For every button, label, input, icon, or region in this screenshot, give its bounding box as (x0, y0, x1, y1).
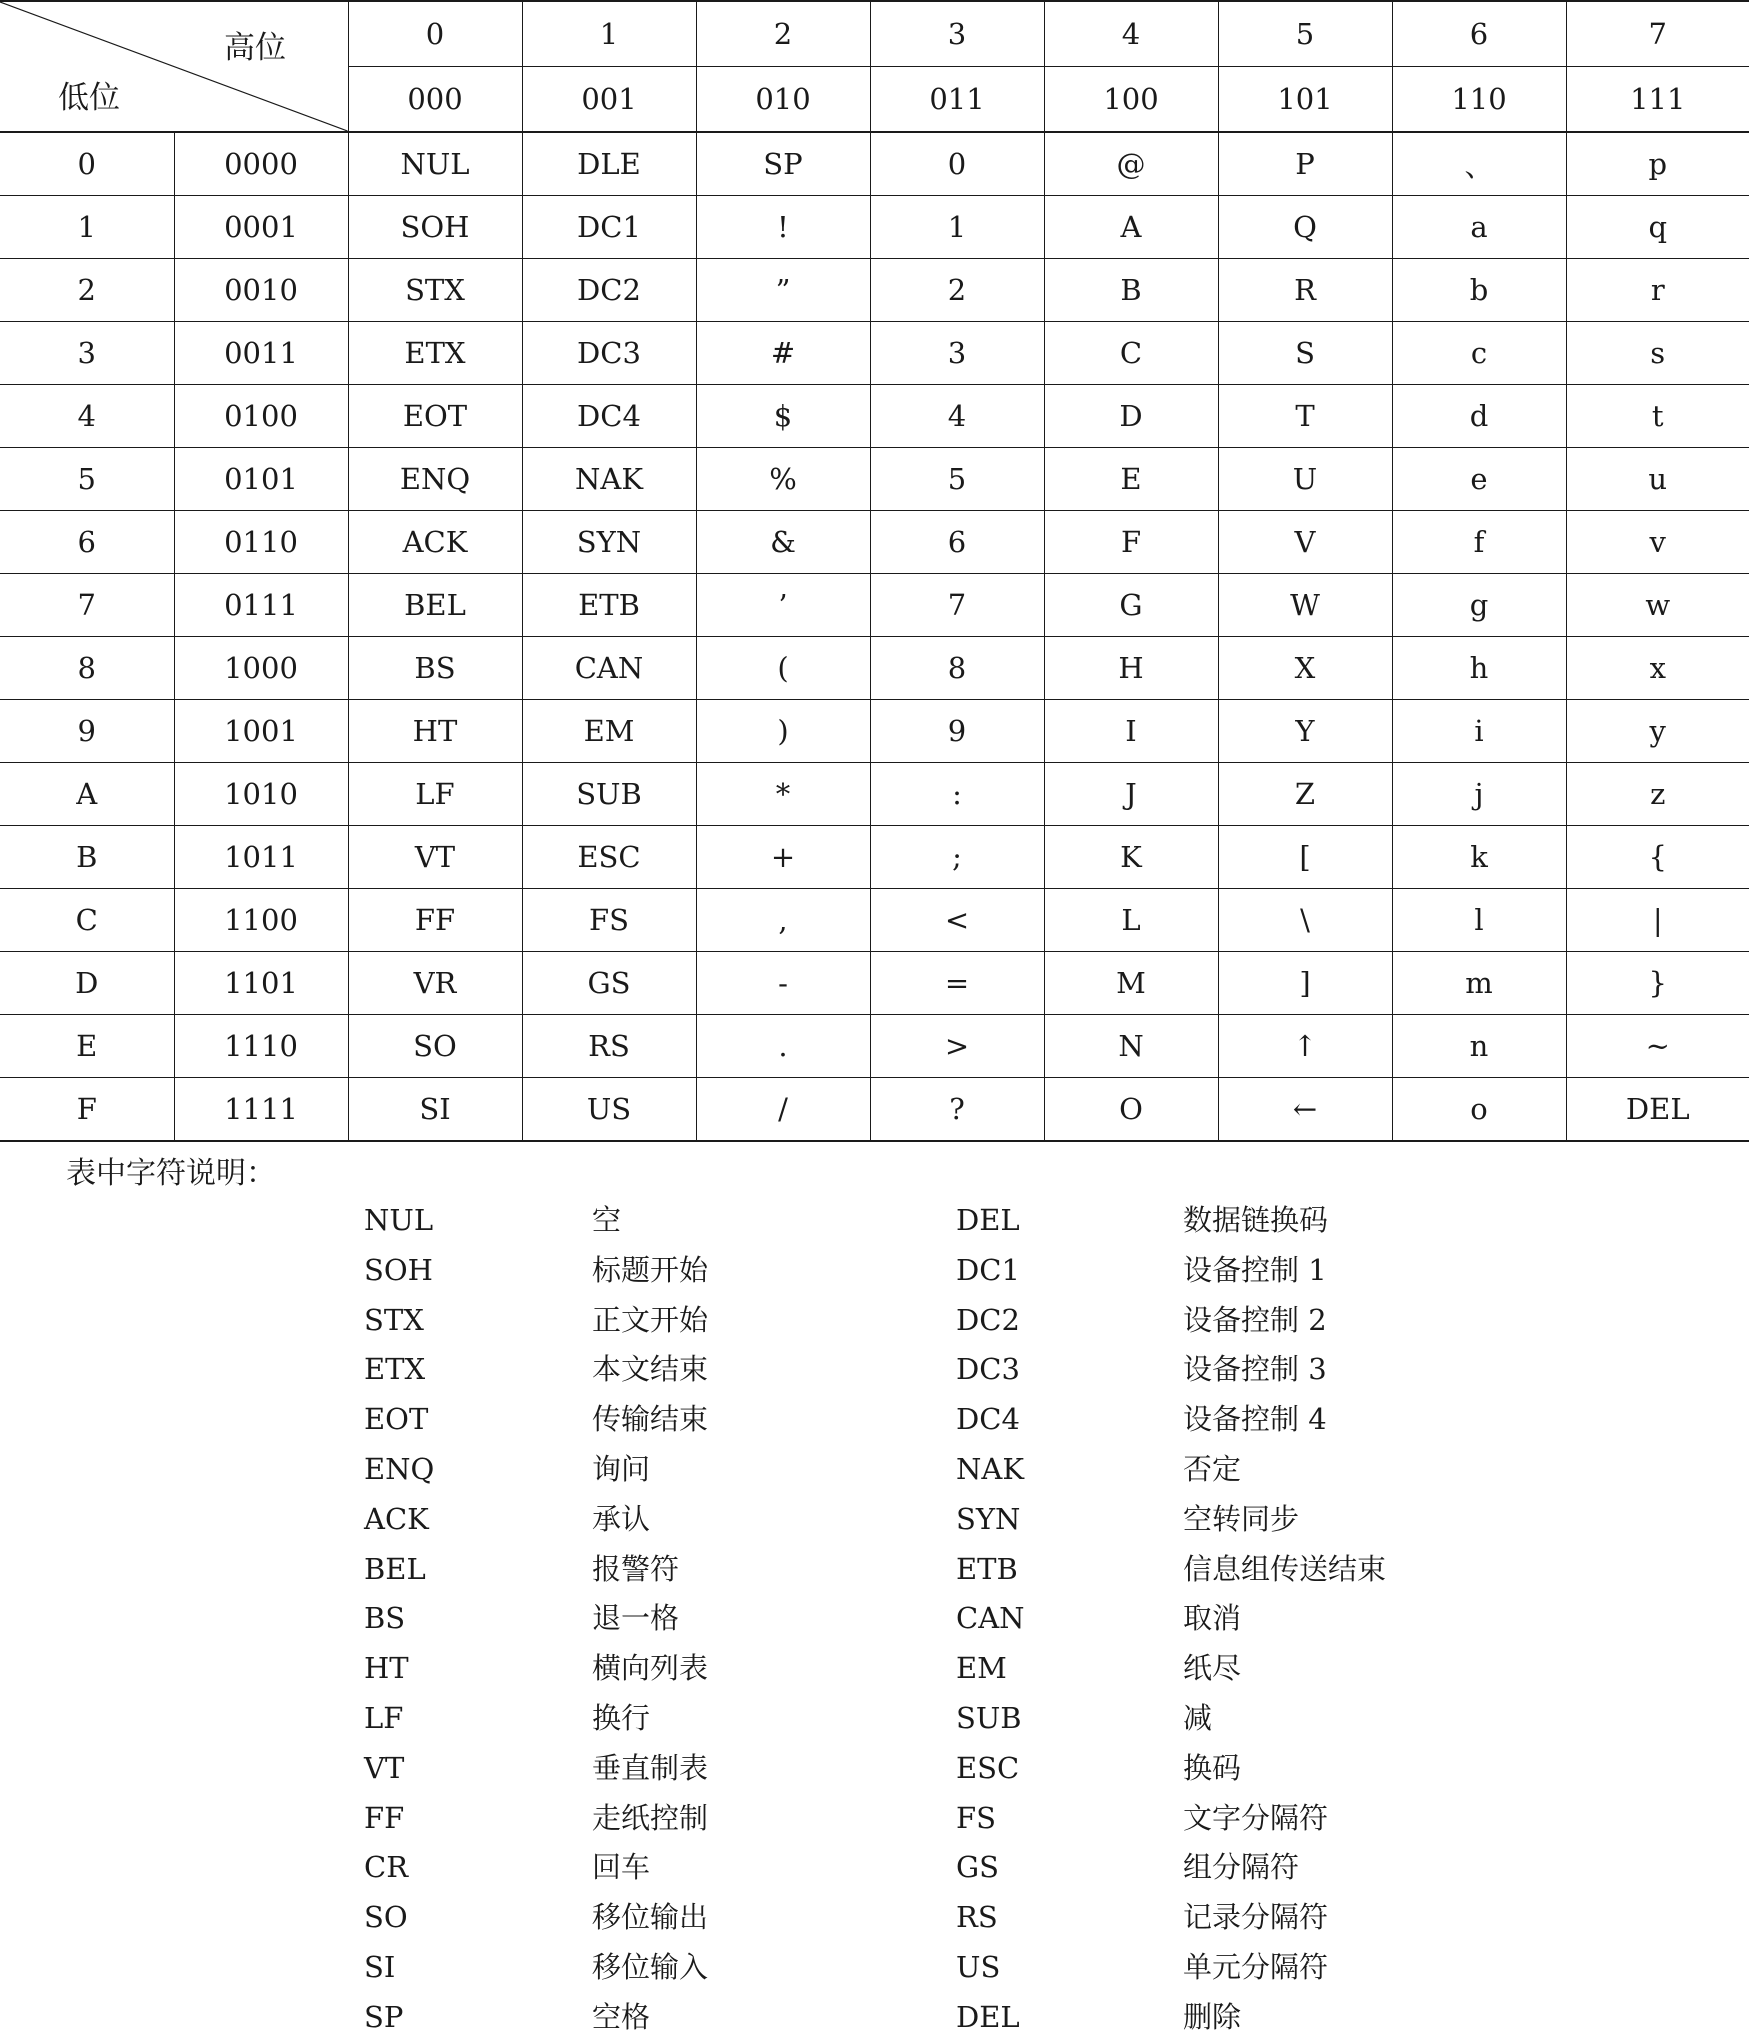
char-cell: E (1044, 448, 1218, 511)
char-cell: ← (1218, 1078, 1392, 1142)
char-cell: 、 (1392, 132, 1566, 196)
char-cell: Z (1218, 763, 1392, 826)
note-desc: 换码 (1183, 1750, 1242, 1785)
notes-col-desc-a (592, 1196, 708, 2043)
note-desc: 记录分隔符 (1183, 1900, 1329, 1935)
char-cell: h (1392, 637, 1566, 700)
notes-title: 表中字符说明： (66, 1156, 276, 1191)
table-row (0, 1078, 1749, 1142)
char-cell: VR (348, 952, 522, 1015)
char-cell: US (522, 1078, 696, 1142)
char-cell: ] (1218, 952, 1392, 1015)
char-cell: SYN (522, 511, 696, 574)
char-cell: O (1044, 1078, 1218, 1142)
note-desc: 删除 (1183, 1999, 1242, 2034)
high-bin-header: 110 (1392, 67, 1566, 133)
char-cell: 3 (870, 322, 1044, 385)
note-desc: 承认 (592, 1501, 651, 1536)
char-cell: C (1044, 322, 1218, 385)
char-cell: p (1566, 132, 1749, 196)
char-cell: FS (522, 889, 696, 952)
char-cell: | (1566, 889, 1749, 952)
table-row (0, 132, 1749, 196)
high-bin-header: 001 (522, 67, 696, 133)
char-cell: 2 (870, 259, 1044, 322)
table-row (0, 574, 1749, 637)
char-cell: G (1044, 574, 1218, 637)
note-desc: 单元分隔符 (1183, 1949, 1329, 1984)
char-cell: DLE (522, 132, 696, 196)
header-row-hex (0, 1, 1749, 67)
char-cell: GS (522, 952, 696, 1015)
char-cell: DEL (1566, 1078, 1749, 1142)
note-code: STX (364, 1302, 424, 1337)
note-desc: 回车 (592, 1850, 651, 1885)
low-hex-cell: 6 (0, 511, 174, 574)
char-cell: < (870, 889, 1044, 952)
char-cell: ) (696, 700, 870, 763)
note-code: SUB (956, 1700, 1022, 1735)
table-row (0, 889, 1749, 952)
note-code: SOH (364, 1252, 433, 1287)
char-cell: Q (1218, 196, 1392, 259)
low-bin-cell: 0100 (174, 385, 348, 448)
table-row (0, 196, 1749, 259)
low-hex-cell: 9 (0, 700, 174, 763)
char-cell: ETB (522, 574, 696, 637)
char-cell: x (1566, 637, 1749, 700)
note-desc: 否定 (1183, 1451, 1242, 1486)
note-code: BS (364, 1601, 406, 1636)
char-cell: i (1392, 700, 1566, 763)
low-hex-cell: 1 (0, 196, 174, 259)
note-desc: 组分隔符 (1183, 1850, 1300, 1885)
char-cell: BS (348, 637, 522, 700)
char-cell: 1 (870, 196, 1044, 259)
note-code: CAN (956, 1601, 1025, 1636)
char-cell: 5 (870, 448, 1044, 511)
char-cell: ! (696, 196, 870, 259)
note-code: ETX (364, 1352, 426, 1387)
char-cell: HT (348, 700, 522, 763)
low-bin-cell: 1111 (174, 1078, 348, 1142)
high-hex-header: 0 (348, 1, 522, 67)
note-code: RS (956, 1900, 998, 1935)
char-cell: DC1 (522, 196, 696, 259)
note-desc: 报警符 (592, 1551, 680, 1586)
char-cell: DC3 (522, 322, 696, 385)
low-hex-cell: E (0, 1015, 174, 1078)
note-desc: 设备控制 2 (1183, 1302, 1327, 1337)
note-desc: 减 (1183, 1700, 1213, 1735)
table-row (0, 763, 1749, 826)
high-bin-header: 010 (696, 67, 870, 133)
note-desc: 设备控制 4 (1183, 1402, 1327, 1437)
char-cell: b (1392, 259, 1566, 322)
note-desc: 横向列表 (592, 1651, 709, 1686)
char-cell: # (696, 322, 870, 385)
table-row (0, 385, 1749, 448)
char-cell: SO (348, 1015, 522, 1078)
char-cell: } (1566, 952, 1749, 1015)
high-bin-header: 111 (1566, 67, 1749, 133)
char-cell: a (1392, 196, 1566, 259)
note-desc: 空 (592, 1203, 622, 1237)
note-desc: 纸尽 (1183, 1651, 1242, 1686)
note-code: HT (364, 1651, 409, 1686)
char-cell: NUL (348, 132, 522, 196)
table-row (0, 448, 1749, 511)
note-code: SP (364, 1999, 404, 2034)
note-desc: 退一格 (592, 1601, 680, 1636)
note-desc: 文字分隔符 (1183, 1800, 1329, 1835)
char-cell: 0 (870, 132, 1044, 196)
note-desc: 设备控制 3 (1183, 1352, 1327, 1387)
note-desc: 空格 (592, 1999, 651, 2034)
char-cell: SOH (348, 196, 522, 259)
note-code: NAK (956, 1451, 1024, 1486)
low-hex-cell: 2 (0, 259, 174, 322)
note-code: BEL (364, 1551, 426, 1586)
char-cell: f (1392, 511, 1566, 574)
low-bin-cell: 0000 (174, 132, 348, 196)
corner-header-cell (0, 1, 348, 132)
low-bin-cell: 1001 (174, 700, 348, 763)
char-cell: { (1566, 826, 1749, 889)
char-cell: . (696, 1015, 870, 1078)
char-cell: EM (522, 700, 696, 763)
char-cell: Y (1218, 700, 1392, 763)
char-cell: K (1044, 826, 1218, 889)
char-cell: D (1044, 385, 1218, 448)
note-desc: 数据链换码 (1183, 1203, 1329, 1237)
note-code: FF (364, 1800, 405, 1835)
low-hex-cell: A (0, 763, 174, 826)
table-row (0, 259, 1749, 322)
note-desc: 询问 (592, 1451, 651, 1486)
char-cell: z (1566, 763, 1749, 826)
char-cell: ” (696, 259, 870, 322)
note-desc: 标题开始 (592, 1252, 709, 1287)
char-cell: 7 (870, 574, 1044, 637)
high-bits-label: 高位 (224, 30, 286, 66)
char-cell: SUB (522, 763, 696, 826)
char-cell: u (1566, 448, 1749, 511)
char-cell: NAK (522, 448, 696, 511)
char-cell: \ (1218, 889, 1392, 952)
char-cell: ~ (1566, 1015, 1749, 1078)
note-code: DC1 (956, 1252, 1020, 1287)
char-cell: + (696, 826, 870, 889)
note-desc: 空转同步 (1183, 1501, 1300, 1536)
low-hex-cell: 4 (0, 385, 174, 448)
char-cell: DC4 (522, 385, 696, 448)
char-cell: ( (696, 637, 870, 700)
char-cell: VT (348, 826, 522, 889)
char-cell: L (1044, 889, 1218, 952)
low-bin-cell: 0101 (174, 448, 348, 511)
char-cell: [ (1218, 826, 1392, 889)
char-cell: g (1392, 574, 1566, 637)
char-cell: > (870, 1015, 1044, 1078)
low-hex-cell: B (0, 826, 174, 889)
char-cell: w (1566, 574, 1749, 637)
high-bin-header: 011 (870, 67, 1044, 133)
diagonal-line (0, 2, 348, 131)
table-row (0, 952, 1749, 1015)
char-cell: DC2 (522, 259, 696, 322)
high-hex-header: 1 (522, 1, 696, 67)
low-hex-cell: C (0, 889, 174, 952)
note-desc: 传输结束 (592, 1402, 709, 1437)
char-cell: ; (870, 826, 1044, 889)
char-cell: A (1044, 196, 1218, 259)
char-cell: EOT (348, 385, 522, 448)
note-code: DEL (956, 1203, 1020, 1237)
note-code: FS (956, 1800, 996, 1835)
char-cell: / (696, 1078, 870, 1142)
note-code: GS (956, 1850, 1000, 1885)
char-cell: : (870, 763, 1044, 826)
note-code: ACK (364, 1501, 429, 1536)
table-row (0, 1015, 1749, 1078)
high-hex-header: 7 (1566, 1, 1749, 67)
note-code: CR (364, 1850, 409, 1885)
char-cell: % (696, 448, 870, 511)
char-cell: FF (348, 889, 522, 952)
note-desc: 设备控制 1 (1183, 1252, 1327, 1287)
note-code: EM (956, 1651, 1007, 1686)
char-cell: J (1044, 763, 1218, 826)
note-desc: 移位输入 (592, 1949, 709, 1984)
char-cell: v (1566, 511, 1749, 574)
note-desc: 取消 (1183, 1601, 1242, 1636)
note-code: DC2 (956, 1302, 1020, 1337)
low-hex-cell: D (0, 952, 174, 1015)
low-bin-cell: 0001 (174, 196, 348, 259)
char-cell: LF (348, 763, 522, 826)
high-hex-header: 4 (1044, 1, 1218, 67)
char-cell: = (870, 952, 1044, 1015)
char-cell: $ (696, 385, 870, 448)
char-cell: BEL (348, 574, 522, 637)
note-code: DC3 (956, 1352, 1020, 1387)
high-hex-header: 5 (1218, 1, 1392, 67)
char-cell: s (1566, 322, 1749, 385)
char-cell: d (1392, 385, 1566, 448)
note-code: SI (364, 1949, 396, 1984)
note-code: DEL (956, 1999, 1020, 2034)
high-bin-header: 000 (348, 67, 522, 133)
char-cell: ENQ (348, 448, 522, 511)
char-cell: T (1218, 385, 1392, 448)
char-cell: , (696, 889, 870, 952)
notes-col-code-a (364, 1196, 434, 2043)
char-cell: o (1392, 1078, 1566, 1142)
note-code: LF (364, 1700, 404, 1735)
char-cell: t (1566, 385, 1749, 448)
low-bin-cell: 1011 (174, 826, 348, 889)
char-cell: 9 (870, 700, 1044, 763)
char-cell: & (696, 511, 870, 574)
high-hex-header: 2 (696, 1, 870, 67)
note-code: DC4 (956, 1402, 1020, 1437)
low-bin-cell: 0110 (174, 511, 348, 574)
char-cell: ↑ (1218, 1015, 1392, 1078)
low-hex-cell: 5 (0, 448, 174, 511)
note-code: ESC (956, 1750, 1020, 1785)
char-cell: 8 (870, 637, 1044, 700)
char-cell: ESC (522, 826, 696, 889)
note-desc: 本文结束 (592, 1352, 709, 1387)
table-row (0, 322, 1749, 385)
char-cell: P (1218, 132, 1392, 196)
note-code: SYN (956, 1501, 1021, 1536)
low-bin-cell: 0011 (174, 322, 348, 385)
char-cell: y (1566, 700, 1749, 763)
note-code: ETB (956, 1551, 1018, 1586)
char-cell: S (1218, 322, 1392, 385)
notes-col-code-b (956, 1196, 1025, 2043)
char-cell: r (1566, 259, 1749, 322)
char-cell: H (1044, 637, 1218, 700)
char-cell: W (1218, 574, 1392, 637)
high-hex-header: 3 (870, 1, 1044, 67)
note-desc: 走纸控制 (592, 1800, 709, 1835)
char-cell: - (696, 952, 870, 1015)
char-cell: I (1044, 700, 1218, 763)
high-bin-header: 100 (1044, 67, 1218, 133)
char-cell: ? (870, 1078, 1044, 1142)
low-bin-cell: 1100 (174, 889, 348, 952)
note-code: ENQ (364, 1451, 435, 1486)
char-cell: l (1392, 889, 1566, 952)
char-cell: @ (1044, 132, 1218, 196)
char-cell: U (1218, 448, 1392, 511)
note-code: NUL (364, 1203, 434, 1237)
low-bin-cell: 0010 (174, 259, 348, 322)
char-cell: q (1566, 196, 1749, 259)
note-code: VT (364, 1750, 405, 1785)
char-cell: B (1044, 259, 1218, 322)
table-row (0, 637, 1749, 700)
char-cell: ’ (696, 574, 870, 637)
char-cell: e (1392, 448, 1566, 511)
char-cell: V (1218, 511, 1392, 574)
char-cell: M (1044, 952, 1218, 1015)
low-hex-cell: 0 (0, 132, 174, 196)
char-cell: 4 (870, 385, 1044, 448)
note-code: SO (364, 1900, 408, 1935)
table-row (0, 826, 1749, 889)
char-cell: RS (522, 1015, 696, 1078)
char-cell: ETX (348, 322, 522, 385)
char-cell: CAN (522, 637, 696, 700)
char-cell: c (1392, 322, 1566, 385)
char-cell: F (1044, 511, 1218, 574)
char-cell: N (1044, 1015, 1218, 1078)
note-desc: 换行 (592, 1700, 651, 1735)
note-code: EOT (364, 1402, 429, 1437)
char-cell: X (1218, 637, 1392, 700)
char-cell: k (1392, 826, 1566, 889)
note-desc: 垂直制表 (592, 1750, 709, 1785)
notes-col-desc-b (1183, 1196, 1386, 2043)
char-cell: j (1392, 763, 1566, 826)
char-cell: STX (348, 259, 522, 322)
note-desc: 移位输出 (592, 1900, 709, 1935)
note-desc: 正文开始 (592, 1302, 709, 1337)
char-cell: 6 (870, 511, 1044, 574)
table-row (0, 700, 1749, 763)
low-bin-cell: 0111 (174, 574, 348, 637)
low-bin-cell: 1101 (174, 952, 348, 1015)
low-bin-cell: 1110 (174, 1015, 348, 1078)
char-cell: SP (696, 132, 870, 196)
low-hex-cell: F (0, 1078, 174, 1142)
low-hex-cell: 3 (0, 322, 174, 385)
high-hex-header: 6 (1392, 1, 1566, 67)
char-cell: n (1392, 1015, 1566, 1078)
low-hex-cell: 8 (0, 637, 174, 700)
note-desc: 信息组传送结束 (1183, 1551, 1387, 1586)
low-bin-cell: 1010 (174, 763, 348, 826)
low-bits-label: 低位 (58, 80, 120, 116)
table-row (0, 511, 1749, 574)
low-hex-cell: 7 (0, 574, 174, 637)
char-cell: SI (348, 1078, 522, 1142)
char-cell: * (696, 763, 870, 826)
high-bin-header: 101 (1218, 67, 1392, 133)
char-cell: m (1392, 952, 1566, 1015)
char-cell: R (1218, 259, 1392, 322)
low-bin-cell: 1000 (174, 637, 348, 700)
note-code: US (956, 1949, 1001, 1984)
char-cell: ACK (348, 511, 522, 574)
